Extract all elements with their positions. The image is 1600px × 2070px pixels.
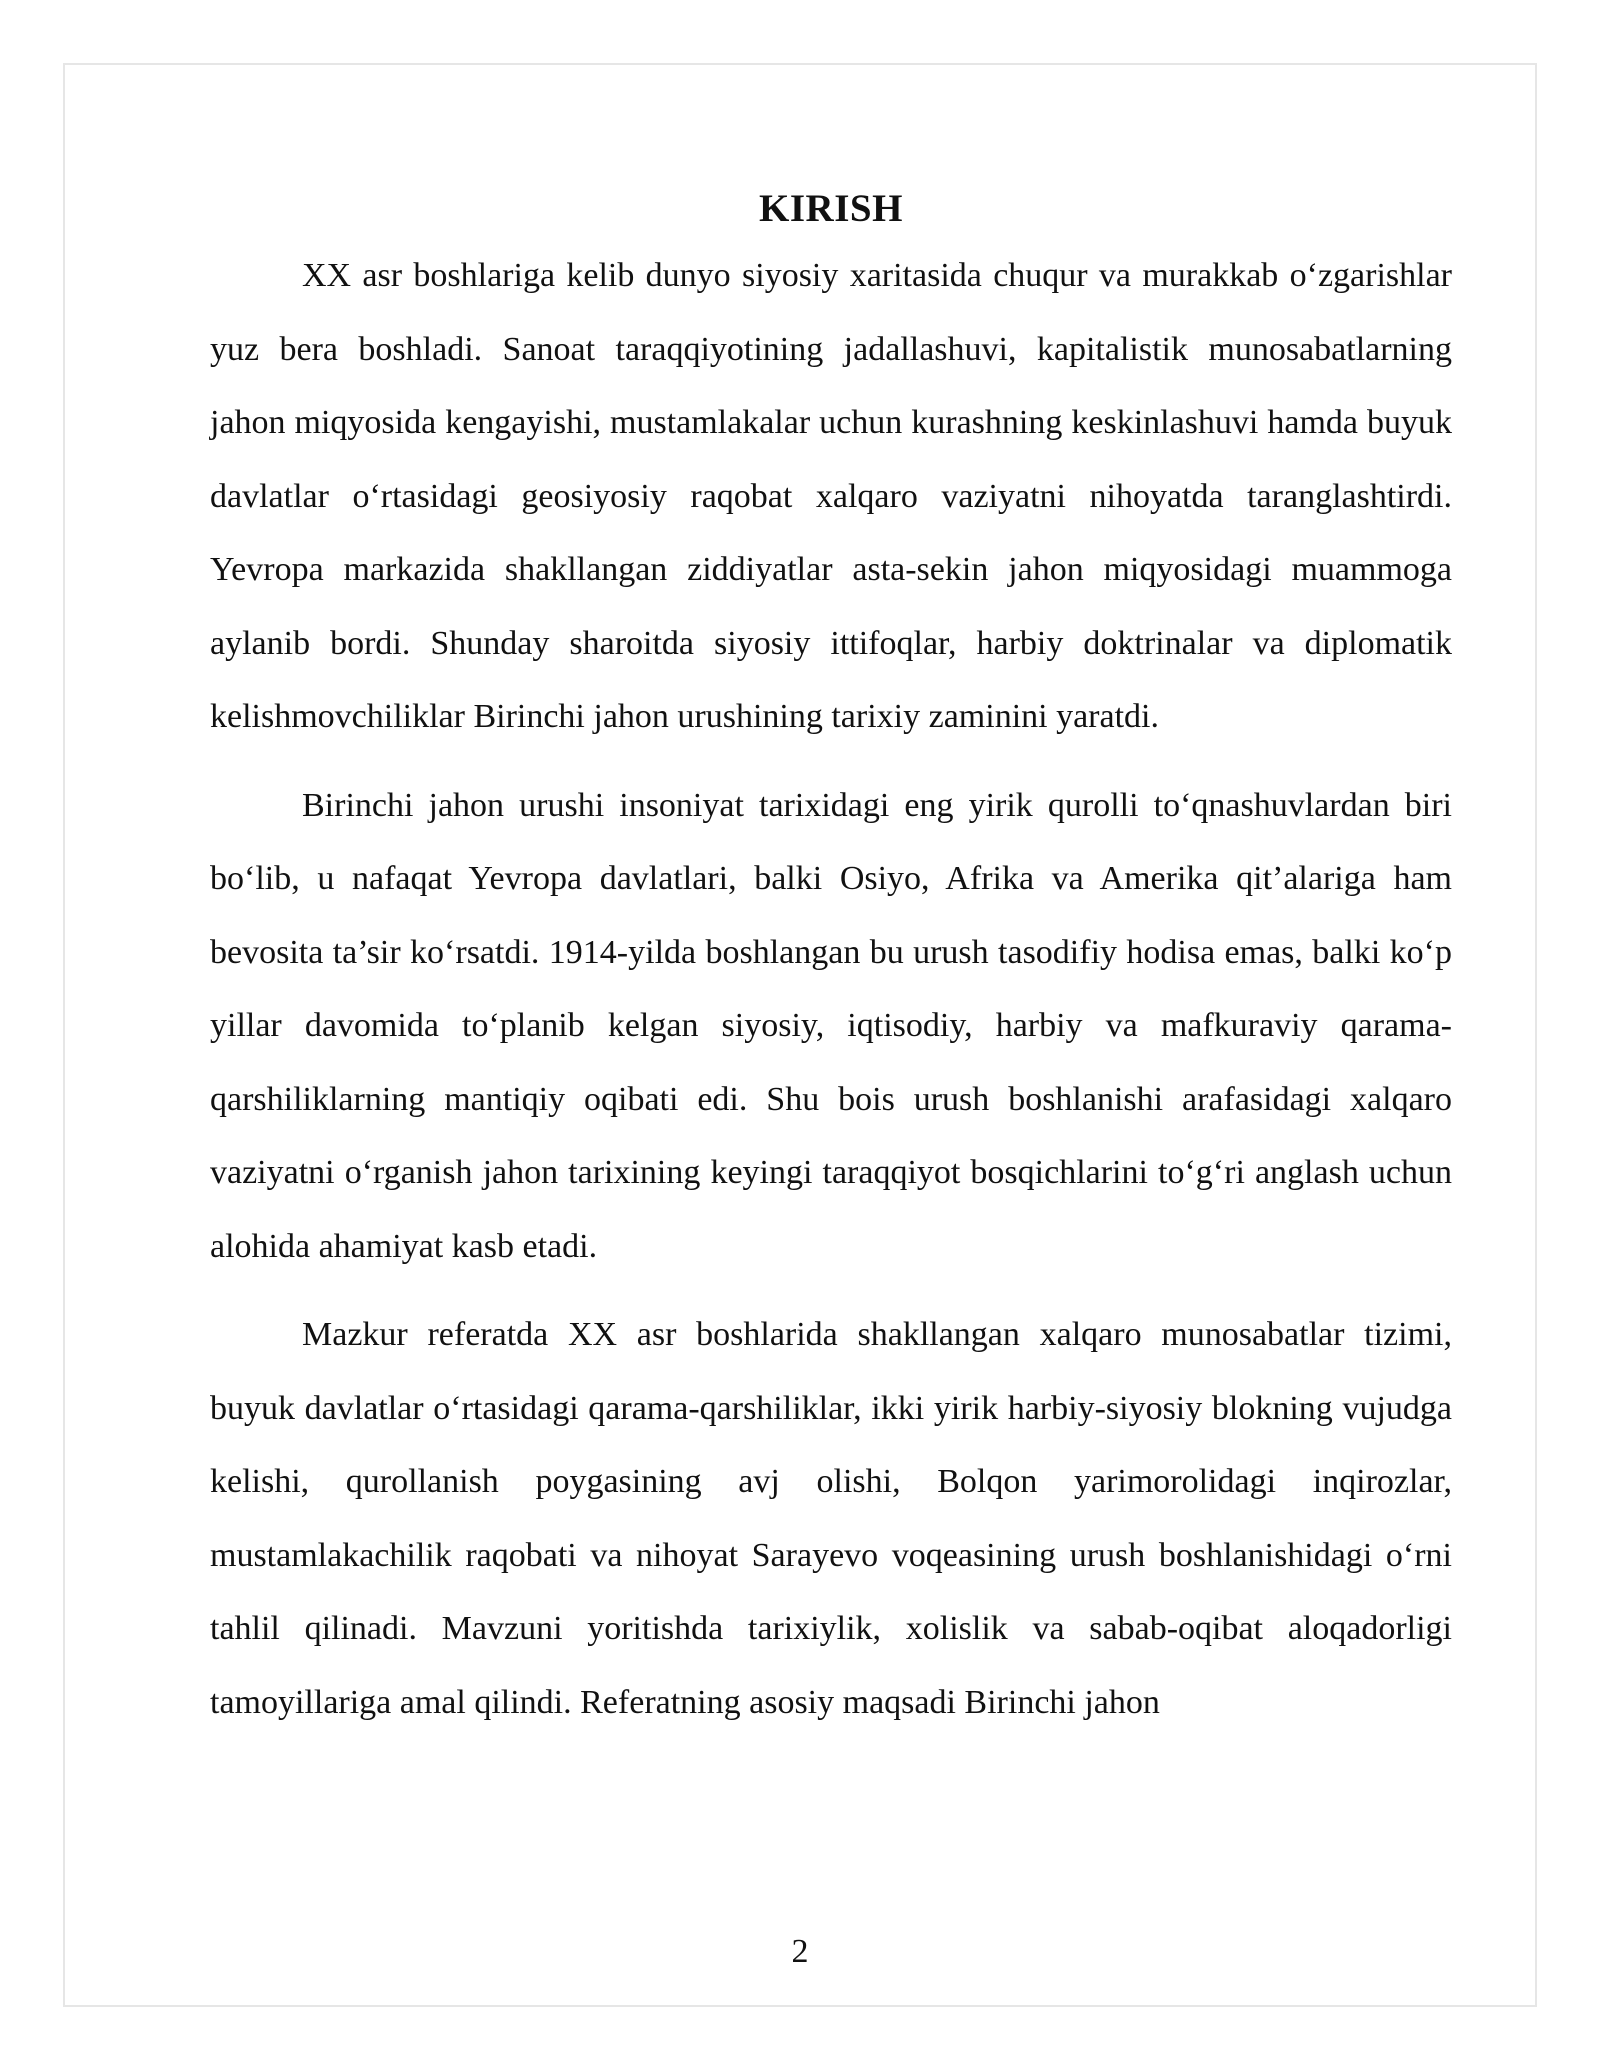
page-content xyxy=(210,185,1452,1754)
section-title: KIRISH xyxy=(759,187,903,230)
document-page xyxy=(63,63,1537,2007)
paragraph-2: Birinchi jahon urushi insoniyat tarixidagi eng yirik qurolli toʻqnashuvlardan biri boʻlib, u nafaqat Yevropa davlatlari, balki Osiyo, Afrika va Amerika qit’alariga ham bevosita ta’sir koʻrsatdi. 1914-yilda boshlangan bu urush tasodifiy hodisa emas, balki koʻp yillar davomida toʻplanib kelgan siyosiy, iqtisodiy, harbiy va mafkuraviy qarama-qarshiliklarning mantiqiy oqibati edi. Shu bois urush boshlanishi arafasidagi xalqaro vaziyatni oʻrganish jahon tarixining keyingi taraqqiyot bosqichlarini toʻgʻri anglash uchun alohida ahamiyat kasb etadi. xyxy=(210,786,1452,1265)
paragraph-3: Mazkur referatda XX asr boshlarida shakllangan xalqaro munosabatlar tizimi, buyuk davlatlar oʻrtasidagi qarama-qarshiliklar, ikki yirik harbiy-siyosiy blokning vujudga kelishi, qurollanish poygasining avj olishi, Bolqon yarimorolidagi inqirozlar, mustamlakachilik raqobati va nihoyat Sarayevo voqeasining urush boshlanishidagi oʻrni tahlil qilinadi. Mavzuni yoritishda tarixiylik, xolislik va sabab-oqibat aloqadorligi tamoyillariga amal qilindi. Referatning asosiy maqsadi Birinchi jahon xyxy=(210,1316,1452,1721)
page-number: 2 xyxy=(791,1933,809,1970)
paragraph-1: XX asr boshlariga kelib dunyo siyosiy xaritasida chuqur va murakkab oʻzgarishlar yuz bera boshladi. Sanoat taraqqiyotining jadallashuvi, kapitalistik munosabatlarning jahon miqyosida kengayishi, mustamlakalar uchun kurashning keskinlashuvi hamda buyuk davlatlar oʻrtasidagi geosiyosiy raqobat xalqaro vaziyatni nihoyatda taranglashtirdi. Yevropa markazida shakllangan ziddiyatlar asta-sekin jahon miqyosidagi muammoga aylanib bordi. Shunday sharoitda siyosiy ittifoqlar, harbiy doktrinalar va diplomatik kelishmovchiliklar Birinchi jahon urushining tarixiy zaminini yaratdi. xyxy=(210,257,1452,735)
